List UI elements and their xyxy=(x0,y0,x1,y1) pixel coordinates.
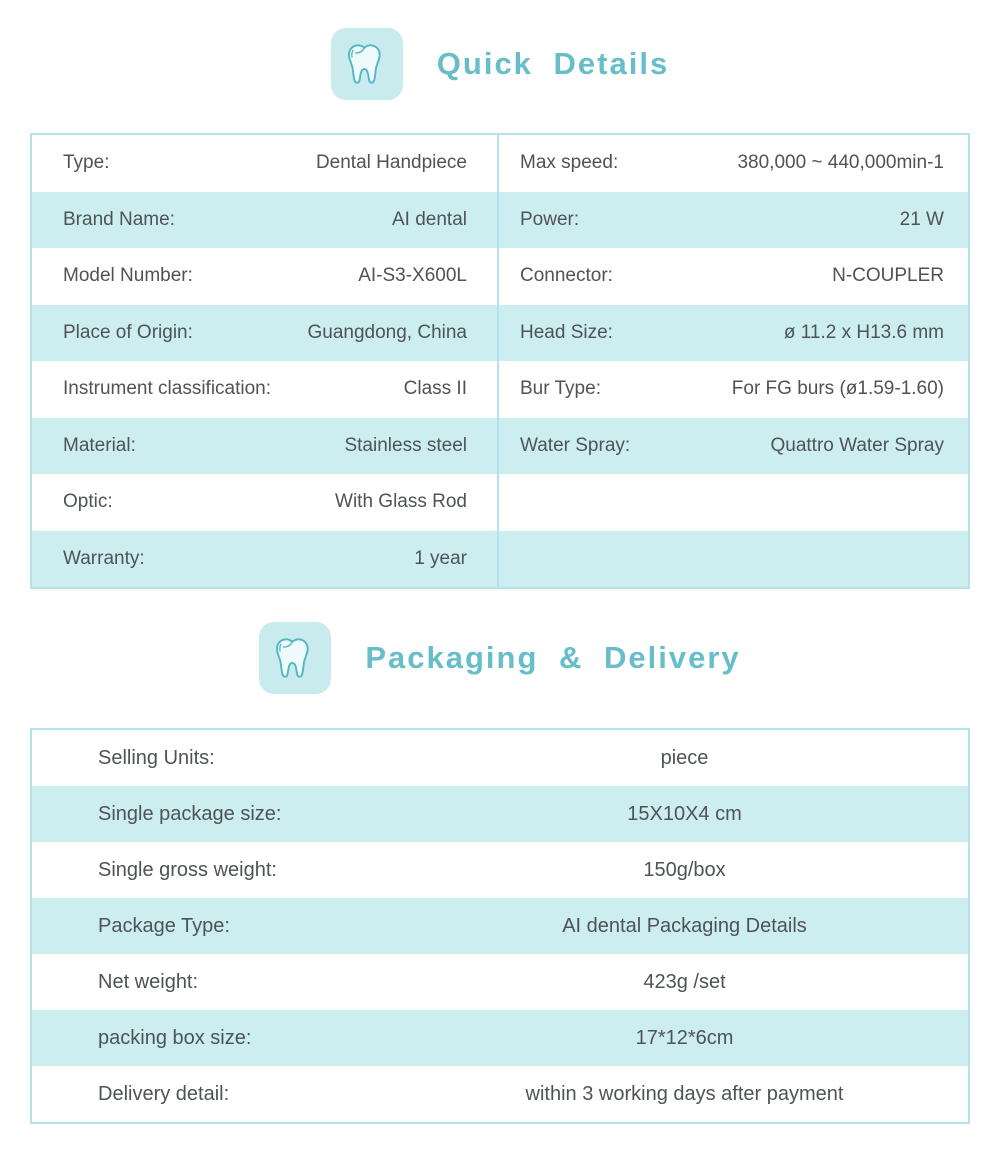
spec-value: 380,000 ~ 440,000min-1 xyxy=(737,152,944,174)
table-row-empty xyxy=(499,531,968,588)
quick-details-left-column xyxy=(32,135,497,587)
spec-value: With Glass Rod xyxy=(335,491,467,513)
spec-value: 1 year xyxy=(414,547,467,569)
table-row xyxy=(32,248,497,305)
spec-value: 150g/box xyxy=(643,858,726,881)
quick-details-right-column xyxy=(499,135,968,587)
tooth-icon xyxy=(259,622,331,694)
spec-value: N-COUPLER xyxy=(832,265,944,287)
spec-label: Selling Units: xyxy=(98,746,215,769)
packaging-delivery-header xyxy=(0,622,1000,694)
spec-value: Class II xyxy=(403,378,467,400)
spec-label: Material: xyxy=(63,434,136,456)
tooth-icon-glyph xyxy=(341,38,393,90)
table-row xyxy=(32,842,968,898)
spec-value: piece xyxy=(660,746,709,769)
table-row xyxy=(499,192,968,249)
spec-value: For FG burs (ø1.59-1.60) xyxy=(731,378,944,400)
table-row xyxy=(499,248,968,305)
table-row xyxy=(32,135,497,192)
table-row xyxy=(499,418,968,475)
spec-label: Connector: xyxy=(520,265,613,287)
spec-label: Warranty: xyxy=(63,547,145,569)
spec-label: Max speed: xyxy=(520,152,619,174)
spec-value: 21 W xyxy=(899,208,944,230)
spec-value: 423g /set xyxy=(643,970,726,993)
spec-value: Quattro Water Spray xyxy=(770,434,944,456)
spec-value: ø 11.2 x H13.6 mm xyxy=(783,321,944,343)
spec-value: Stainless steel xyxy=(344,434,467,456)
table-row xyxy=(499,135,968,192)
spec-label: Net weight: xyxy=(98,970,199,993)
table-row xyxy=(32,361,497,418)
table-row xyxy=(32,898,968,954)
spec-label: Place of Origin: xyxy=(63,321,193,343)
table-row-empty xyxy=(499,474,968,531)
spec-label: Instrument classification: xyxy=(63,378,272,400)
spec-label: Bur Type: xyxy=(520,378,601,400)
table-row xyxy=(32,474,497,531)
spec-value: AI dental xyxy=(392,208,467,230)
spec-label: Power: xyxy=(520,208,580,230)
spec-value: AI dental Packaging Details xyxy=(562,914,807,937)
spec-label: Optic: xyxy=(63,491,113,513)
spec-value: AI-S3-X600L xyxy=(358,265,467,287)
table-row xyxy=(499,361,968,418)
spec-label: Single package size: xyxy=(98,802,282,825)
spec-value: Dental Handpiece xyxy=(315,152,467,174)
table-row xyxy=(499,305,968,362)
table-row xyxy=(32,418,497,475)
spec-label: Brand Name: xyxy=(63,208,175,230)
quick-details-header xyxy=(0,28,1000,100)
table-row xyxy=(32,192,497,249)
spec-label: Single gross weight: xyxy=(98,858,277,881)
spec-label: packing box size: xyxy=(98,1026,252,1049)
quick-details-title: Quick Details xyxy=(436,46,670,81)
packaging-delivery-table xyxy=(30,728,970,1124)
spec-label: Delivery detail: xyxy=(98,1082,230,1105)
spec-label: Type: xyxy=(63,152,110,174)
spec-label: Head Size: xyxy=(520,321,613,343)
spec-value: 17*12*6cm xyxy=(635,1026,734,1049)
quick-details-table xyxy=(30,133,970,589)
spec-value: within 3 working days after payment xyxy=(525,1082,844,1105)
spec-value: Guangdong, China xyxy=(307,321,467,343)
table-row xyxy=(32,1010,968,1066)
tooth-icon xyxy=(331,28,403,100)
table-row xyxy=(32,1066,968,1122)
table-row xyxy=(32,786,968,842)
tooth-icon-glyph xyxy=(269,632,321,684)
table-row xyxy=(32,305,497,362)
table-row xyxy=(32,954,968,1010)
table-row xyxy=(32,730,968,786)
spec-label: Water Spray: xyxy=(520,434,631,456)
spec-value: 15X10X4 cm xyxy=(627,802,742,825)
spec-label: Package Type: xyxy=(98,914,230,937)
spec-label: Model Number: xyxy=(63,265,193,287)
packaging-delivery-title: Packaging & Delivery xyxy=(365,640,741,675)
table-row xyxy=(32,531,497,588)
